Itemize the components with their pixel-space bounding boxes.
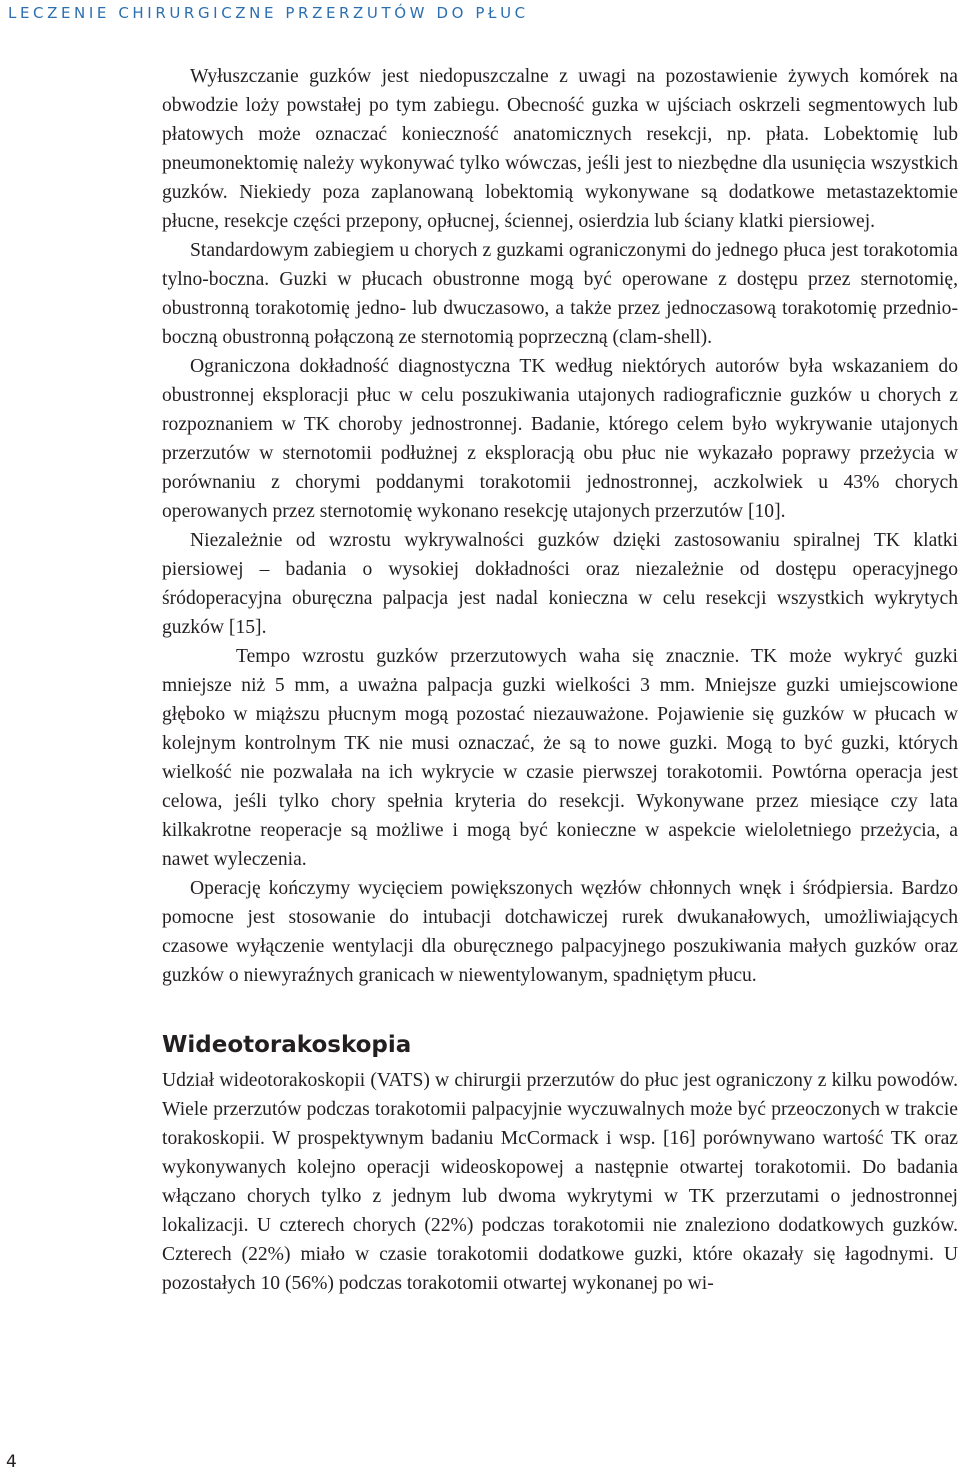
paragraph-lymph-nodes: Operację kończymy wycięciem powiększonych węzłów chłonnych wnęk i śródpiersia. Bardzo pomocne jest stosowanie do intubacji dotchawiczej rurek dwukanałowych, umożliwiających czasowe wyłączenie wentylacji dla oburęcznego palpacyjnego poszukiwania małych guzków oraz guzków o niewyraźnych granicach w niewentylowanym, spadniętym płucu. xyxy=(162,878,958,986)
paragraph-palpation: Niezależnie od wzrostu wykrywalności guzków dzięki zastosowaniu spiralnej TK klatki piersiowej – badania o wysokiej dokładności oraz niezależnie od dostępu operacyjnego śródoperacyjna oburęczna palpacja jest nadal konieczna w celu resekcji wszystkich wykrytych guzków [15]. xyxy=(162,530,958,638)
paragraph-vats: Udział wideotorakoskopii (VATS) w chirurgii przerzutów do płuc jest ograniczony z kilku powodów. Wiele przerzutów podczas torakotomii palpacyjnie wyczuwalnych może być przeoczonych w trakcie torakoskopii. W prospektywnym badaniu McCormack i wsp. [16] porównywano wartość TK oraz wykonywanych kolejno operacji wideoskopowej a następnie otwartej torakotomii. Do badania włączano chorych tylko z jednym lub dwoma wykrytymi w TK przerzutami o jednostronnej lokalizacji. U czterech chorych (22%) podczas torakotomii nie znaleziono dodatkowych guzków. Czterech (22%) miało w czasie torakotomii dodatkowe guzki, które okazały się łagodnymi. U pozostałych 10 (56%) podczas torakotomii otwartej wykonanej po wi- xyxy=(162,1070,958,1294)
paragraph-growth-rate: Tempo wzrostu guzków przerzutowych waha się znacznie. TK może wykryć guzki mniejsze niż 5 mm, a uważna palpacja guzki wielkości 3 mm. Mniejsze guzki umiejscowione głęboko w miąższu płucnym mogą pozostać niezauważone. Pojawienie się guzków w płucach w kolejnym kontrolnym TK nie musi oznaczać, że są to nowe guzki. Mogą to być guzki, których wielkość nie pozwalała na ich wykrycie w czasie pierwszej torakotomii. Powtórna operacja jest celowa, jeśli tylko chory spełnia kryteria do resekcji. Wykonywane przez miesiące czy lata kilkakrotne reoperacje są możliwe i mogą być konieczne w aspekcie wieloletniego przeżycia, a nawet wyleczenia. xyxy=(162,646,958,870)
section-heading-vats: Wideotorakoskopia xyxy=(162,1032,412,1058)
paragraph-ct-accuracy: Ograniczona dokładność diagnostyczna TK według niektórych autorów była wskazaniem do obustronnej eksploracji płuc w celu poszukiwania utajonych radiograficznie guzków u chorych z rozpoznaniem w TK choroby jednostronnej. Badanie, którego celem było wykrywanie utajonych przerzutów w sternotomii podłużnej z eksploracją obu płuc nie wykazało poprawy przeżycia w porównaniu z chorymi poddanymi torakotomii jednostronnej, aczkolwiek u 43% chorych operowanych przez sternotomię wykonano resekcję utajonych przerzutów [10]. xyxy=(162,356,958,522)
paragraph-standard-approach: Standardowym zabiegiem u chorych z guzkami ograniczonymi do jednego płuca jest torakotomia tylno-boczna. Guzki w płucach obustronne mogą być operowane z dostępu przez sternotomię, obustronną torakotomię jedno- lub dwuczasowo, a także przez jednoczasową torakotomię przednio-boczną obustronną połączoną ze sternotomią poprzeczną (clam-shell). xyxy=(162,240,958,348)
main-text-column xyxy=(162,62,958,1298)
page-number: 4 xyxy=(6,1452,17,1472)
paragraph-enucleation: Wyłuszczanie guzków jest niedopuszczalne z uwagi na pozostawienie żywych komórek na obwodzie loży powstałej po tym zabiegu. Obecność guzka w ujściach oskrzeli segmentowych lub płatowych może oznaczać konieczność anatomicznych resekcji, np. płata. Lobektomię lub pneumonektomię należy wykonywać tylko wówczas, jeśli jest to niezbędne dla usunięcia wszystkich guzków. Niekiedy poza zaplanowaną lobektomią wykonywane są dodatkowe metastazektomie płucne, resekcje części przepony, opłucnej, ściennej, osierdzia lub ściany klatki piersiowej. xyxy=(162,66,958,232)
running-header: LECZENIE CHIRURGICZNE PRZERZUTÓW DO PŁUC xyxy=(8,4,529,22)
